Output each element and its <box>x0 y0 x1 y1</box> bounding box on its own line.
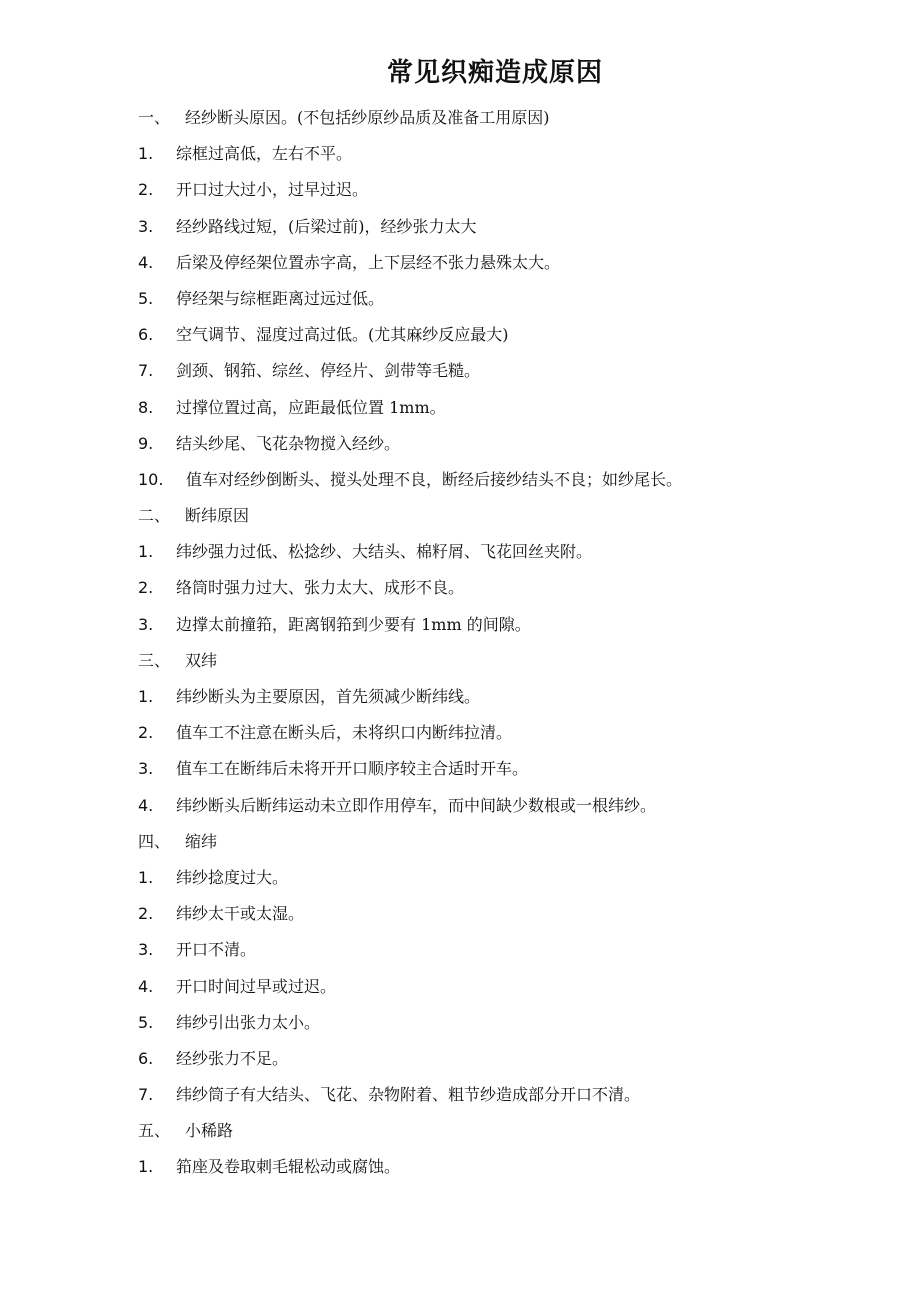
item-text: 纬纱捻度过大。 <box>176 867 289 887</box>
item-text: 结头纱尾、飞花杂物搅入经纱。 <box>176 433 401 453</box>
item-text: 经纱张力不足。 <box>176 1048 289 1068</box>
item-text: 开口时间过早或过迟。 <box>176 976 337 996</box>
section-number: 五、 <box>138 1121 171 1141</box>
item-text: 后梁及停经架位置赤字高，上下层经不张力悬殊太大。 <box>176 252 561 272</box>
section-number: 一、 <box>138 108 171 127</box>
item-number: 4. <box>138 252 154 272</box>
item-number: 3. <box>138 614 154 634</box>
item-number: 1. <box>138 542 154 562</box>
list-item <box>138 860 838 896</box>
item-number: 5. <box>138 1012 154 1032</box>
list-item <box>138 390 838 426</box>
item-number: 1. <box>138 867 154 887</box>
item-text: 值车对经纱倒断头、搅头处理不良，断经后接纱结头不良；如纱尾长。 <box>186 469 683 489</box>
item-text: 值车工不注意在断头后，未将织口内断纬拉清。 <box>176 723 513 743</box>
list-item <box>138 534 838 570</box>
item-number: 8. <box>138 397 154 417</box>
item-number: 9. <box>138 433 154 453</box>
list-item <box>138 715 838 751</box>
section-number: 二、 <box>138 506 171 526</box>
list-item <box>138 245 838 281</box>
list-item <box>138 751 838 787</box>
item-text: 过撑位置过高，应距最低位置 1mm。 <box>176 397 446 417</box>
section-heading <box>138 824 838 860</box>
list-item <box>138 969 838 1005</box>
item-text: 开口不清。 <box>176 940 257 960</box>
section-heading-text: 缩纬 <box>185 831 218 851</box>
document-body <box>138 100 838 1186</box>
item-text: 纬纱强力过低、松捻纱、大结头、棉籽屑、飞花回丝夹附。 <box>176 542 593 562</box>
item-text: 经纱路线过短，(后梁过前)，经纱张力太大 <box>176 216 477 236</box>
list-item <box>138 788 838 824</box>
item-number: 1. <box>138 687 154 706</box>
list-item <box>138 896 838 932</box>
document-title: 常见织痴造成原因 <box>386 58 603 88</box>
list-item <box>138 281 838 317</box>
section-heading <box>138 100 838 136</box>
item-number: 3. <box>138 940 154 960</box>
section-heading-text: 断纬原因 <box>185 506 250 526</box>
item-number: 1. <box>138 1157 154 1177</box>
section-heading <box>138 1113 838 1149</box>
section-number: 四、 <box>138 831 171 851</box>
section-number: 三、 <box>138 650 171 670</box>
list-item <box>138 679 838 715</box>
list-item <box>138 570 838 606</box>
list-item <box>138 1077 838 1113</box>
list-item <box>138 607 838 643</box>
item-text: 停经架与综框距离过远过低。 <box>176 288 385 308</box>
item-number: 4. <box>138 976 154 996</box>
item-text: 络筒时强力过大、张力太大、成形不良。 <box>176 578 465 598</box>
list-item <box>138 353 838 389</box>
item-number: 2. <box>138 180 154 200</box>
item-text: 纬纱引出张力太小。 <box>176 1012 321 1032</box>
list-item <box>138 136 838 172</box>
list-item <box>138 932 838 968</box>
section-heading-text: 小稀路 <box>185 1121 234 1141</box>
section-heading <box>138 643 838 679</box>
item-number: 3. <box>138 216 154 236</box>
list-item <box>138 426 838 462</box>
section-heading-text: 双纬 <box>185 650 218 670</box>
section-heading <box>138 498 838 534</box>
list-item <box>138 209 838 245</box>
item-text: 综框过高低，左右不平。 <box>176 144 353 164</box>
item-text: 开口过大过小，过早过迟。 <box>176 180 369 200</box>
list-item <box>138 317 838 353</box>
item-number: 6. <box>138 1048 154 1068</box>
item-text: 筘座及卷取刺毛辊松动或腐蚀。 <box>176 1157 401 1177</box>
item-number: 7. <box>138 361 154 381</box>
item-text: 纬纱太干或太湿。 <box>176 904 305 924</box>
item-text: 边撑太前撞筘，距离钢筘到少要有 1mm 的间隙。 <box>176 614 531 634</box>
item-number: 5. <box>138 288 154 308</box>
item-number: 7. <box>138 1085 154 1105</box>
item-number: 6. <box>138 325 154 345</box>
item-text: 值车工在断纬后未将开开口顺序较主合适时开车。 <box>176 759 529 779</box>
list-item <box>138 1149 838 1185</box>
item-number: 3. <box>138 759 154 779</box>
item-text: 剑颈、钢筘、综丝、停经片、剑带等毛糙。 <box>176 361 481 381</box>
list-item <box>138 462 838 498</box>
section-heading-text: 经纱断头原因。(不包括纱原纱品质及准备工用原因) <box>185 108 550 127</box>
item-text: 空气调节、湿度过高过低。(尤其麻纱反应最大) <box>176 325 509 345</box>
item-number: 2. <box>138 723 154 743</box>
item-text: 纬纱断头为主要原因，首先须减少断纬线。 <box>176 687 481 706</box>
item-number: 10. <box>138 469 164 489</box>
list-item <box>138 1005 838 1041</box>
list-item <box>138 1041 838 1077</box>
item-number: 1. <box>138 144 154 164</box>
item-text: 纬纱断头后断纬运动未立即作用停车，而中间缺少数根或一根纬纱。 <box>176 795 657 815</box>
item-number: 2. <box>138 578 154 598</box>
item-number: 2. <box>138 904 154 924</box>
item-number: 4. <box>138 795 154 815</box>
item-text: 纬纱筒子有大结头、飞花、杂物附着、粗节纱造成部分开口不清。 <box>176 1085 641 1105</box>
list-item <box>138 172 838 208</box>
